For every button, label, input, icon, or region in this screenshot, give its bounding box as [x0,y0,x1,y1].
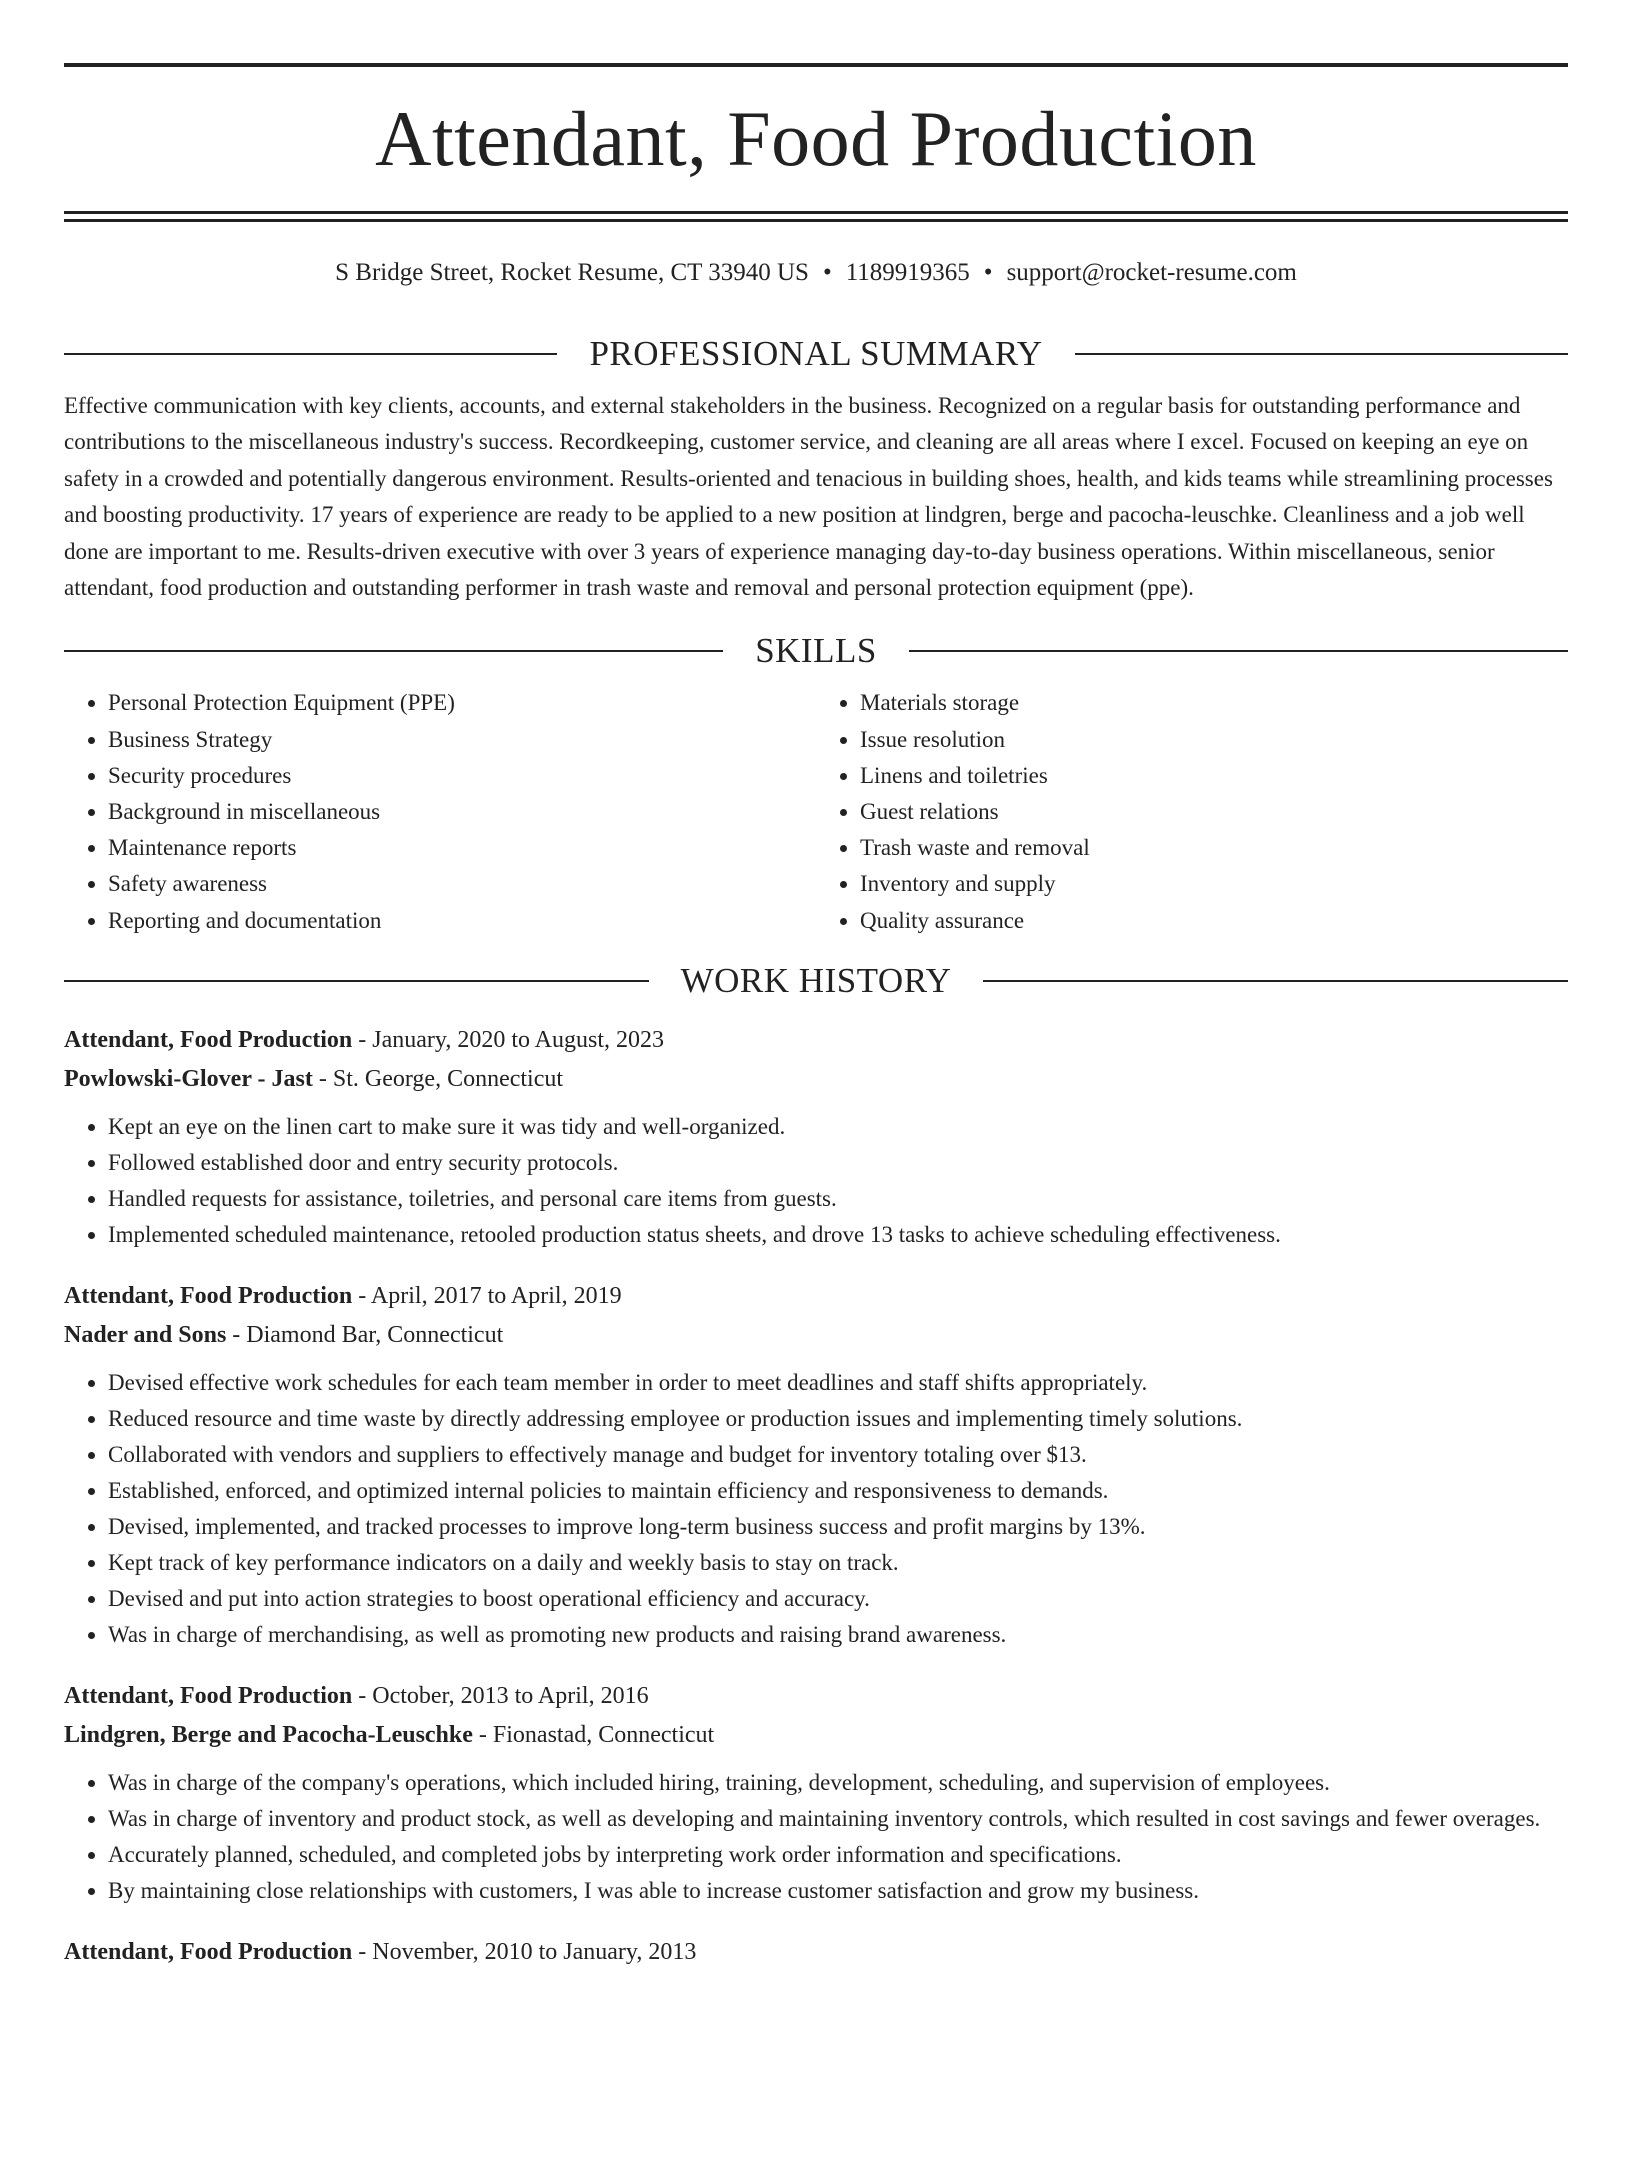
skills-list-right [816,685,1568,938]
job-title-line [64,1277,1568,1315]
job-bullet: • Followed established door and entry security protocols. [108,1145,1568,1181]
job-bullets [64,1765,1568,1909]
heading-line [1075,353,1568,355]
section-heading-skills [64,629,1568,673]
skill-item: • Reporting and documentation [108,903,816,939]
job-bullet: • Handled requests for assistance, toiletries, and personal care items from guests. [108,1181,1568,1217]
job-bullet: • Implemented scheduled maintenance, retooled production status sheets, and drove 13 tasks to achieve scheduling effectiveness. [108,1217,1568,1253]
job-location: - Diamond Bar, Connecticut [226,1321,504,1348]
skill-item: • Materials storage [860,685,1568,721]
job-title-line [64,1933,1568,1971]
job-entry [64,1021,1568,1253]
resume-name: Attendant, Food Production [375,95,1257,182]
job-bullet: • Devised and put into action strategies to boost operational efficiency and accuracy. [108,1581,1568,1617]
skill-item: • Guest relations [860,794,1568,830]
contact-line [64,256,1568,290]
job-title-line [64,1021,1568,1059]
heading-line [64,353,557,355]
job-bullet: • Kept track of key performance indicators on a daily and weekly basis to stay on track. [108,1545,1568,1581]
job-bullet: • Devised effective work schedules for each team member in order to meet deadlines and staff shifts appropriately. [108,1365,1568,1401]
heading-line [64,980,649,982]
company-name: Powlowski-Glover - Jast [64,1065,313,1092]
job-dates: - April, 2017 to April, 2019 [352,1282,622,1309]
job-bullet: • Reduced resource and time waste by directly addressing employee or production issues and implementing timely solutions. [108,1401,1568,1437]
skill-item: • Trash waste and removal [860,830,1568,866]
job-bullet: • Was in charge of inventory and product stock, as well as developing and maintaining inventory controls, which resulted in cost savings and fewer overages. [108,1801,1568,1837]
section-heading-work [64,959,1568,1003]
job-entry [64,1277,1568,1653]
job-company-line [64,1715,1568,1755]
job-title: Attendant, Food Production [64,1026,353,1053]
phone: 1189919365 [845,259,970,286]
skill-item: • Issue resolution [860,722,1568,758]
section-heading-summary [64,332,1568,376]
job-bullet: • Devised, implemented, and tracked processes to improve long-term business success and profit margins by 13%. [108,1509,1568,1545]
job-title: Attendant, Food Production [64,1682,353,1709]
job-bullet: • By maintaining close relationships with customers, I was able to increase customer satisfaction and grow my business. [108,1873,1568,1909]
skill-item: • Safety awareness [108,866,816,902]
skill-item: • Inventory and supply [860,866,1568,902]
job-entry [64,1677,1568,1909]
top-rule [64,63,1568,67]
job-bullet: • Collaborated with vendors and suppliers to effectively manage and budget for inventory totaling over $13. [108,1437,1568,1473]
job-bullet: • Accurately planned, scheduled, and completed jobs by interpreting work order information and specifications. [108,1837,1568,1873]
job-bullets [64,1365,1568,1653]
job-bullet: • Was in charge of the company's operations, which included hiring, training, development, scheduling, and supervision of employees. [108,1765,1568,1801]
resume-page [0,63,1632,2175]
work-heading: WORK HISTORY [680,960,952,1000]
job-bullet: • Kept an eye on the linen cart to make sure it was tidy and well-organized. [108,1109,1568,1145]
summary-heading: PROFESSIONAL SUMMARY [589,334,1043,373]
skill-item: • Personal Protection Equipment (PPE) [108,685,816,721]
job-entry [64,1933,1568,1971]
job-title: Attendant, Food Production [64,1282,353,1309]
job-title: Attendant, Food Production [64,1938,353,1965]
skill-item: • Business Strategy [108,722,816,758]
skill-item: • Quality assurance [860,903,1568,939]
job-company-line [64,1315,1568,1355]
company-name: Nader and Sons [64,1321,227,1348]
skills-list-left [64,685,816,938]
separator-dot: • [983,259,993,286]
skill-item: • Security procedures [108,758,816,794]
heading-line [983,980,1568,982]
job-dates: - January, 2020 to August, 2023 [352,1026,665,1053]
job-bullet: • Was in charge of merchandising, as well as promoting new products and raising brand awareness. [108,1617,1568,1653]
skill-item: • Linens and toiletries [860,758,1568,794]
work-history [64,1021,1568,1971]
skills-heading: SKILLS [755,631,877,671]
heading-line [64,650,723,652]
skills-columns [64,685,1568,938]
job-bullet: • Established, enforced, and optimized internal policies to maintain efficiency and responsiveness to demands. [108,1473,1568,1509]
double-rule [64,211,1568,222]
job-title-line [64,1677,1568,1715]
job-location: - St. George, Connecticut [312,1065,564,1092]
summary-text: Effective communication with key clients, accounts, and external stakeholders in the business. Recognized on a regular basis for outstanding performance and contributions to the miscellaneous industry's success. Recordkeeping, customer service, and cleaning are all areas where I excel. Focused on keeping an eye on safety in a crowded and potentially dangerous environment. Results-oriented and tenacious in building shoes, health, and kids teams while streamlining processes and boosting productivity. 17 years of experience are ready to be applied to a new position at lindgren, berge and pacocha-leuschke. Cleanliness and a job well done are important to me. Results-driven executive with over 3 years of experience managing day-to-day business operations. Within miscellaneous, senior attendant, food production and outstanding performer in trash waste and removal and personal protection equipment (ppe). [64,393,1553,601]
separator-dot: • [822,259,832,286]
address: S Bridge Street, Rocket Resume, CT 33940 US [335,259,809,286]
job-dates: - November, 2010 to January, 2013 [352,1938,697,1965]
job-dates: - October, 2013 to April, 2016 [352,1682,649,1709]
job-bullets [64,1109,1568,1253]
heading-line [909,650,1568,652]
email: support@rocket-resume.com [1006,259,1297,286]
job-company-line [64,1059,1568,1099]
skill-item: • Background in miscellaneous [108,794,816,830]
company-name: Lindgren, Berge and Pacocha-Leuschke [64,1721,473,1748]
skill-item: • Maintenance reports [108,830,816,866]
job-location: - Fionastad, Connecticut [472,1721,715,1748]
